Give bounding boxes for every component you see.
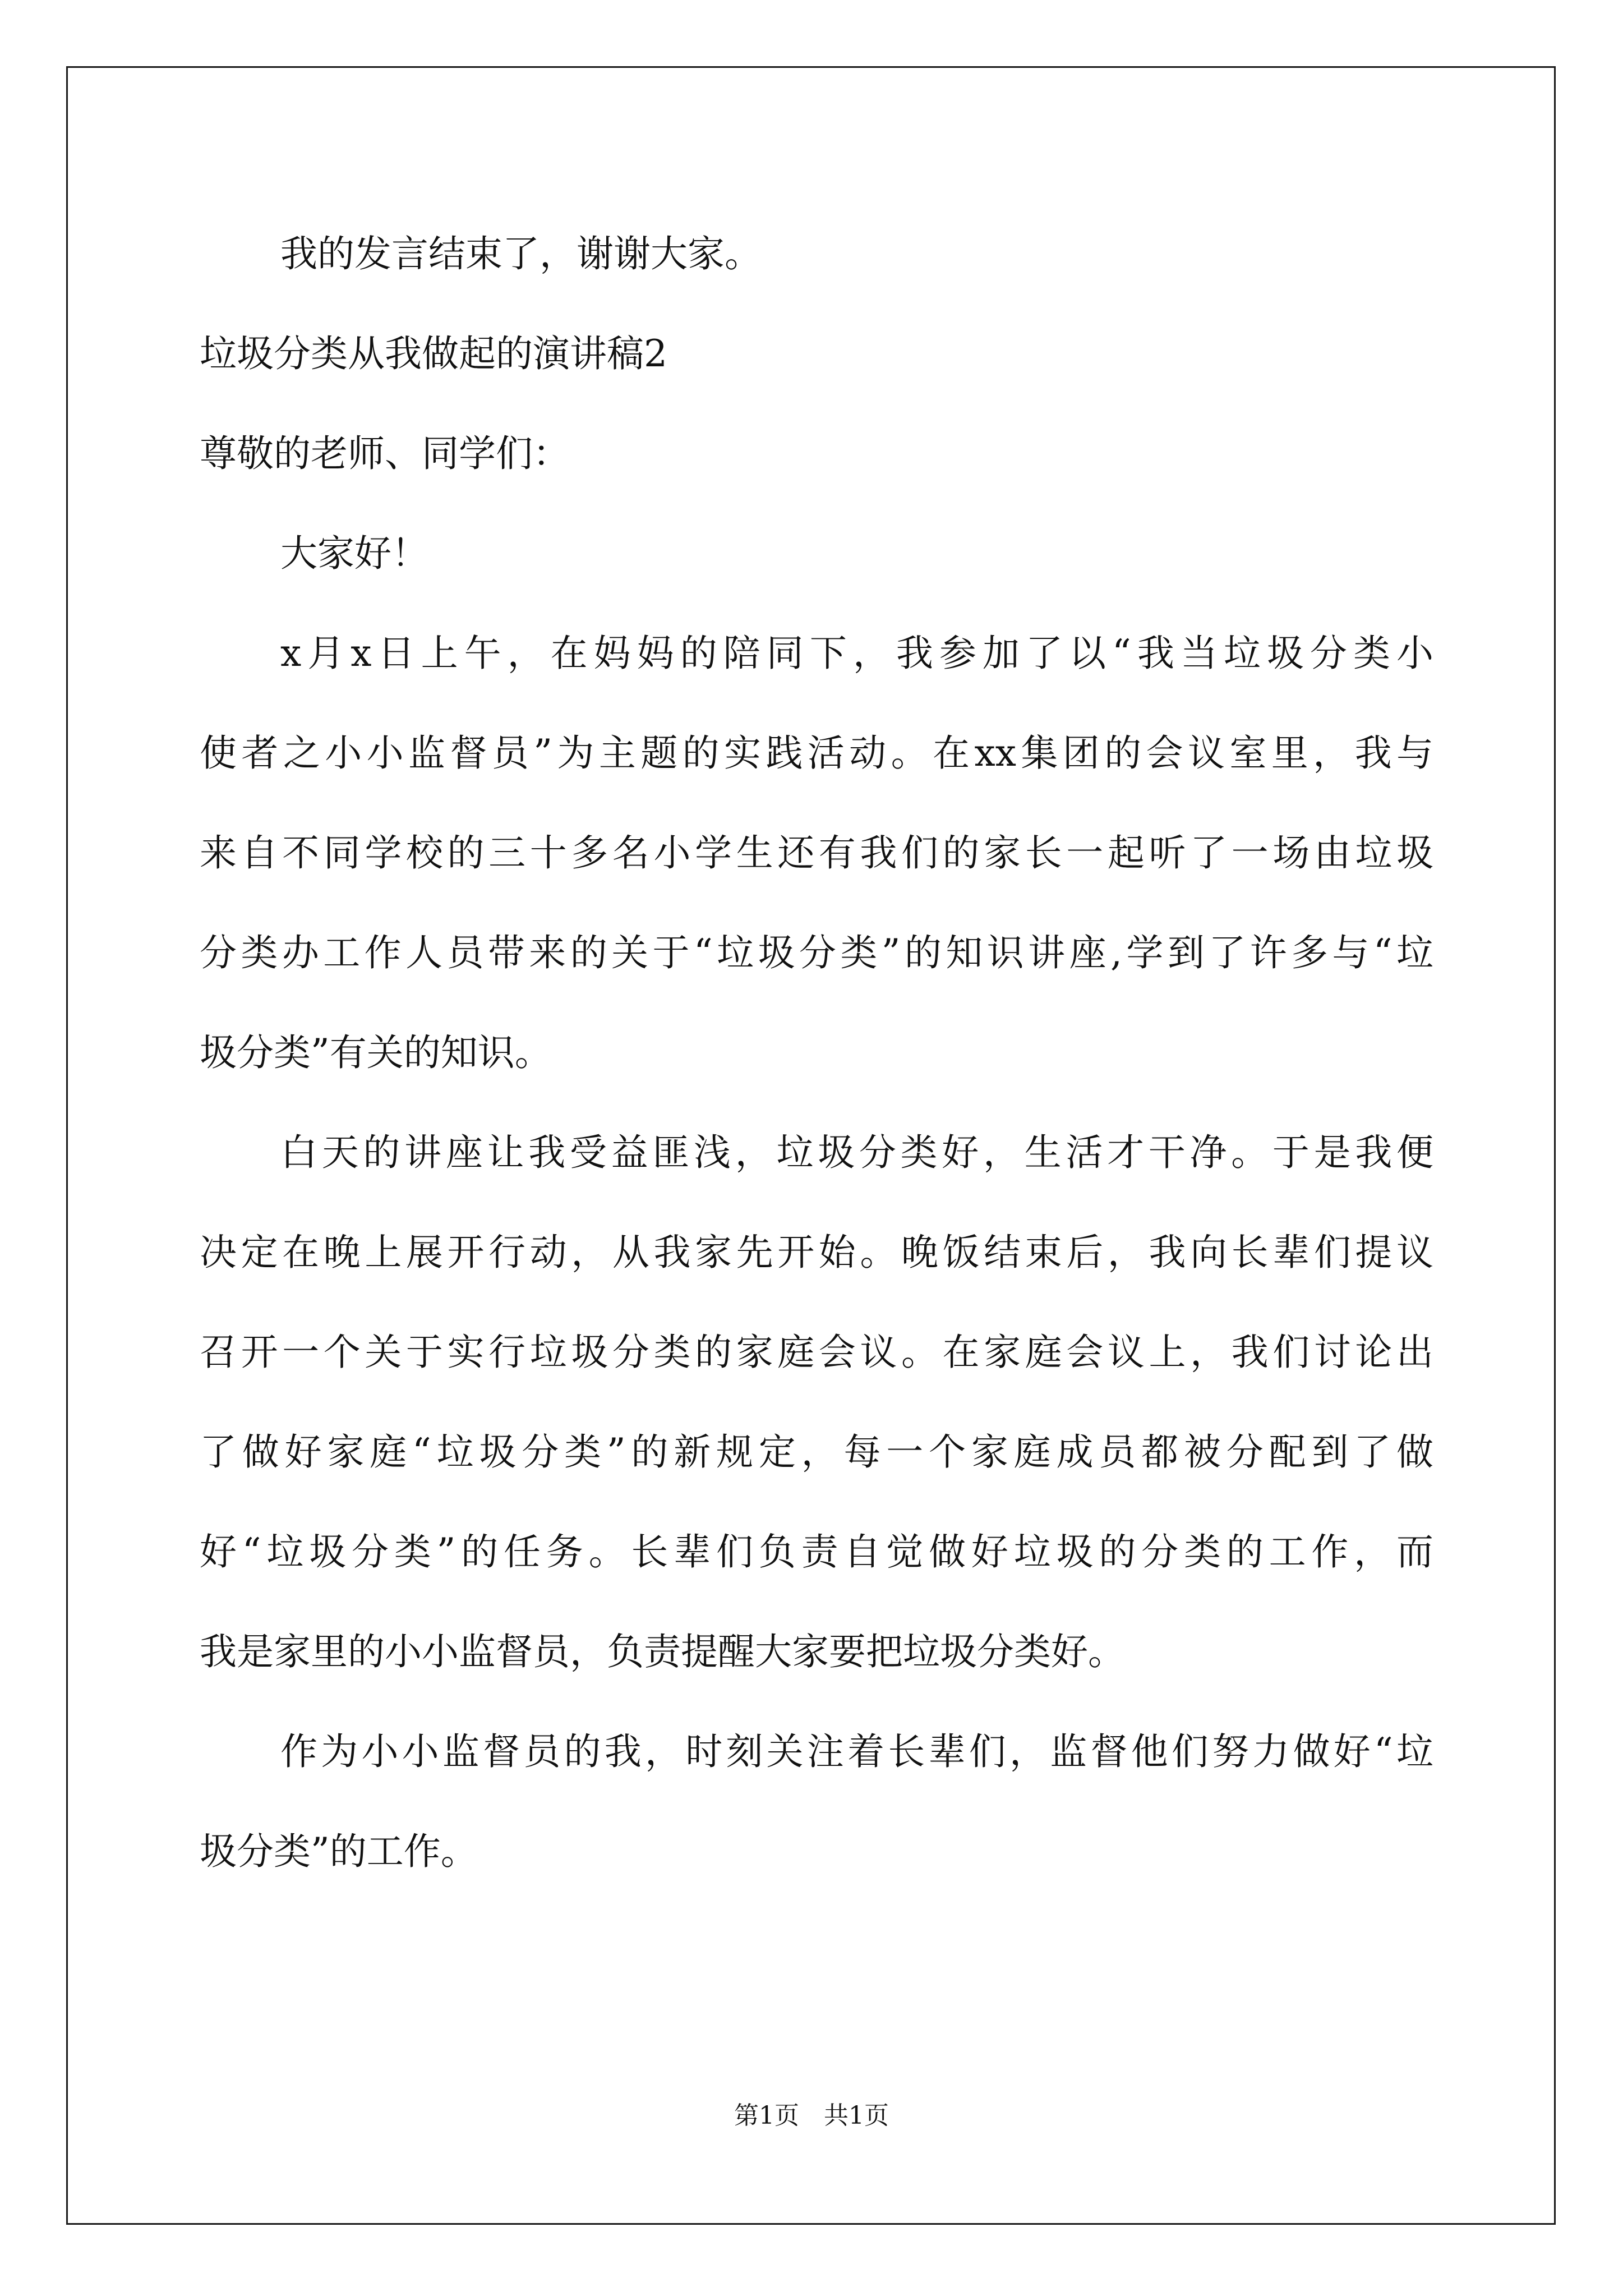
greeting: 大家好！ [280,532,428,575]
para2-line: 我是家里的小小监督员，负责提醒大家要把垃圾分类好。 [200,1630,1125,1673]
para2-line: 白天的讲座让我受益匪浅，垃圾分类好，生活才干净。于是我便 [280,1131,1433,1174]
closing-line: 我的发言结束了，谢谢大家。 [280,232,762,275]
para1-line: 来自不同学校的三十多名小学生还有我们的家长一起听了一场由垃圾 [200,831,1433,875]
para3-line: 圾分类”的工作。 [200,1830,478,1873]
para1-line: 使者之小小监督员”为主题的实践活动。在xx集团的会议室里，我与 [200,731,1433,775]
salutation: 尊敬的老师、同学们： [200,432,570,475]
para1-line: 圾分类”有关的知识。 [200,1031,552,1074]
speech-title: 垃圾分类从我做起的演讲稿2 [200,332,667,375]
page-footer: 第1页 共1页 [734,2101,889,2130]
para3-line: 作为小小监督员的我，时刻关注着长辈们，监督他们努力做好“垃 [280,1730,1433,1773]
para2-line: 决定在晚上展开行动，从我家先开始。晚饭结束后，我向长辈们提议 [200,1231,1433,1274]
para1-line: x月x日上午，在妈妈的陪同下，我参加了以“我当垃圾分类小 [280,632,1433,675]
para2-line: 好“垃圾分类”的任务。长辈们负责自觉做好垃圾的分类的工作，而 [200,1530,1433,1573]
para2-line: 召开一个关于实行垃圾分类的家庭会议。在家庭会议上，我们讨论出 [200,1331,1433,1374]
para1-line: 分类办工作人员带来的关于“垃圾分类”的知识讲座,学到了许多与“垃 [200,931,1433,974]
para2-line: 了做好家庭“垃圾分类”的新规定，每一个家庭成员都被分配到了做 [200,1430,1433,1474]
